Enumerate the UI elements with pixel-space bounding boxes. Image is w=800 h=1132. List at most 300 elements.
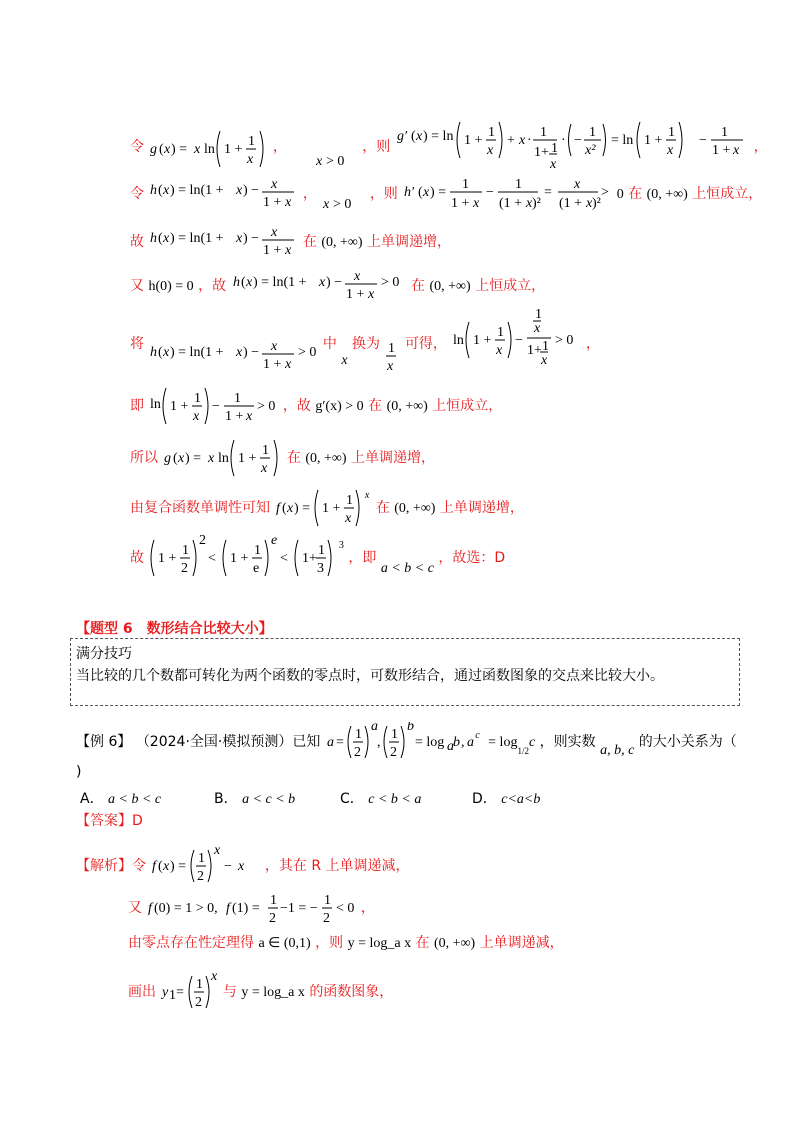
- svg-text:1: 1: [234, 391, 242, 406]
- analysis-line-2: [128, 888, 375, 928]
- svg-text:g′: g′: [396, 129, 407, 144]
- svg-text:1: 1: [346, 493, 354, 508]
- svg-text:=: =: [176, 985, 185, 1000]
- svg-text:h: h: [150, 183, 158, 198]
- math-interval: (0, +∞): [305, 451, 347, 466]
- math-h-positive: [148, 314, 318, 374]
- math-g-deriv-positive: g′(x) > 0: [315, 399, 364, 414]
- svg-text:·: ·: [526, 133, 532, 148]
- sub-half: 1/2: [517, 746, 529, 756]
- svg-text:(: (: [282, 501, 288, 516]
- svg-text:x: x: [323, 197, 330, 212]
- line-lead: 画出: [128, 984, 156, 1000]
- svg-text:1: 1: [324, 893, 332, 908]
- svg-text:1: 1: [497, 325, 505, 340]
- svg-text:x: x: [534, 321, 541, 336]
- line-tail: 上单调递减，: [479, 935, 564, 951]
- exp-c: c: [475, 730, 480, 741]
- math-interval: (0, +∞): [434, 936, 476, 951]
- svg-text:1 +: 1 +: [345, 287, 364, 302]
- svg-text:=: =: [544, 185, 553, 200]
- svg-text:x: x: [211, 972, 218, 984]
- line-sep: ，: [272, 139, 287, 155]
- line-lead: 故: [130, 234, 144, 250]
- line-tail: ，其在 R 上单调递减，: [264, 858, 410, 874]
- svg-text:2: 2: [181, 561, 189, 576]
- svg-text:f: f: [226, 901, 231, 916]
- svg-text:(: (: [158, 183, 164, 198]
- svg-text:x: x: [586, 196, 593, 211]
- solution-line-2: [130, 172, 762, 216]
- option-letter: B．: [214, 791, 238, 807]
- svg-text:x: x: [541, 353, 548, 368]
- math-domain: [321, 174, 365, 214]
- svg-text:h: h: [150, 231, 158, 246]
- svg-text:1 +: 1 +: [451, 196, 470, 211]
- svg-text:x: x: [518, 133, 525, 148]
- line-sep: ，故: [282, 398, 311, 414]
- svg-text:,: ,: [376, 735, 381, 750]
- option-c[interactable]: [340, 788, 421, 808]
- line-tail: 在: [375, 500, 390, 516]
- svg-text:(: (: [173, 451, 179, 466]
- math-interval: (0, +∞): [429, 279, 471, 294]
- svg-text:1+: 1+: [527, 343, 543, 358]
- svg-text:2: 2: [199, 534, 207, 548]
- svg-text:) =: ) =: [430, 185, 447, 200]
- line-mid: 中: [322, 336, 337, 352]
- svg-text:)²: )²: [592, 196, 602, 211]
- svg-text:x²: x²: [584, 143, 596, 158]
- line-tail: ，: [360, 900, 375, 916]
- analysis-label: 【解析】: [76, 858, 132, 874]
- svg-text:x: x: [486, 143, 493, 158]
- svg-text:1: 1: [354, 727, 362, 742]
- svg-text:1: 1: [539, 125, 547, 140]
- line-lead: 又: [130, 278, 144, 294]
- svg-text:−1 = −: −1 = −: [280, 901, 319, 916]
- math-g-derivative-tail: [699, 118, 749, 176]
- line-mid: 与: [222, 984, 237, 1000]
- math-conditions: [325, 722, 475, 762]
- svg-text:< 0: < 0: [336, 901, 355, 916]
- line-tail: ，故选：D: [438, 550, 506, 566]
- solution-line-5: [130, 308, 600, 380]
- line-tail: 上单调递增，: [367, 234, 452, 250]
- math-domain: [314, 123, 358, 171]
- math-log-fn: y = log_a x: [347, 936, 412, 951]
- svg-text:1 +: 1 +: [322, 501, 341, 516]
- svg-text:−: −: [573, 133, 582, 148]
- svg-text:=: =: [335, 735, 344, 750]
- svg-text:1: 1: [169, 988, 177, 1003]
- svg-text:(: (: [158, 345, 164, 360]
- line-tail: ，: [753, 139, 768, 155]
- svg-text:) = ln: ) = ln: [422, 129, 454, 144]
- svg-text:x: x: [194, 142, 201, 157]
- svg-text:x: x: [236, 183, 243, 198]
- line-lead: 令: [132, 858, 146, 874]
- line-tail: 上恒成立，: [692, 186, 763, 202]
- svg-text:<: <: [280, 551, 289, 566]
- svg-text:x: x: [163, 345, 170, 360]
- line-lead: 令: [130, 139, 144, 155]
- svg-text:f: f: [276, 501, 281, 516]
- svg-text:x: x: [415, 129, 422, 144]
- solution-line-6: [130, 384, 502, 428]
- svg-text:,: ,: [460, 735, 465, 750]
- analysis-line-1: [76, 846, 410, 886]
- svg-text:e: e: [253, 561, 260, 576]
- svg-text:1 +: 1 +: [263, 195, 282, 210]
- svg-text:x: x: [666, 143, 673, 158]
- svg-text:x: x: [549, 157, 556, 172]
- svg-text:−: −: [224, 859, 233, 874]
- svg-text:h′: h′: [404, 185, 415, 200]
- exp-3: 3: [338, 540, 344, 551]
- tip-box: [70, 638, 740, 706]
- solution-line-7: [130, 434, 435, 482]
- math-g-derivative: [395, 118, 695, 176]
- svg-text:y: y: [162, 985, 169, 1000]
- svg-text:x: x: [496, 343, 503, 358]
- svg-text:(: (: [240, 275, 246, 290]
- svg-text:(: (: [159, 142, 165, 157]
- math-a-range: a ∈ (0,1): [258, 936, 311, 951]
- math-g-def: [162, 434, 282, 482]
- svg-text:x: x: [246, 409, 253, 424]
- math-substituted: [451, 308, 581, 380]
- line-mid: 换为: [352, 336, 381, 352]
- svg-text:x: x: [271, 339, 278, 354]
- svg-text:> 0: > 0: [325, 154, 345, 169]
- svg-text:) =: ) =: [171, 142, 188, 157]
- svg-text:1 +: 1 +: [170, 399, 189, 414]
- example-source: （2024·全国·模拟预测）已知: [135, 734, 321, 750]
- svg-text:1: 1: [515, 177, 523, 192]
- math-g-def: [148, 123, 268, 171]
- math-vars: a, b, c: [600, 743, 635, 758]
- analysis-line-4: [128, 972, 393, 1012]
- svg-text:a: a: [446, 739, 454, 754]
- svg-text:x: x: [473, 196, 480, 211]
- line-lead: 由复合函数单调性可知: [130, 500, 270, 516]
- svg-text:1 +: 1 +: [158, 551, 177, 566]
- option-a[interactable]: [80, 788, 161, 808]
- line-sep: ，: [302, 186, 317, 202]
- svg-text:> 0: > 0: [555, 333, 574, 348]
- svg-text:b: b: [452, 735, 460, 750]
- option-letter: C．: [340, 791, 364, 807]
- line-tail: 上单调递增，: [351, 450, 436, 466]
- svg-text:·: ·: [560, 133, 566, 148]
- svg-text:(: (: [158, 859, 164, 874]
- svg-text:= ln: = ln: [610, 133, 634, 148]
- line-tail: 在: [302, 234, 317, 250]
- svg-text:) −: ) −: [243, 345, 260, 360]
- svg-text:1 +: 1 +: [263, 243, 282, 258]
- line-tail: 在: [628, 186, 643, 202]
- svg-text:f: f: [148, 901, 153, 916]
- math-f-values: [146, 888, 356, 928]
- svg-text:1: 1: [198, 851, 206, 866]
- svg-text:(: (: [158, 231, 164, 246]
- svg-text:x: x: [353, 269, 360, 284]
- svg-text:2: 2: [389, 745, 397, 760]
- svg-text:g: g: [164, 451, 172, 466]
- line-tail: 上恒成立，: [475, 278, 546, 294]
- svg-text:b: b: [406, 722, 414, 734]
- math-h-positive: [231, 266, 407, 306]
- math-interval: (0, +∞): [386, 399, 428, 414]
- svg-text:1 +: 1 +: [263, 357, 282, 372]
- svg-text:2: 2: [323, 911, 331, 926]
- svg-text:1: 1: [254, 543, 262, 558]
- solution-line-3: [130, 222, 451, 262]
- line-tail: 在: [411, 278, 426, 294]
- answer: [76, 810, 143, 830]
- svg-text:x: x: [236, 231, 243, 246]
- svg-text:e: e: [271, 534, 278, 548]
- option-expr: c<a<b: [501, 792, 541, 807]
- svg-text:x: x: [318, 275, 325, 290]
- svg-text:3: 3: [317, 561, 325, 576]
- svg-text:x: x: [287, 501, 294, 516]
- svg-text:x: x: [387, 359, 394, 374]
- line-lead: 即: [130, 398, 144, 414]
- svg-text:g: g: [150, 142, 158, 157]
- solution-line-4: [130, 266, 545, 306]
- svg-text:= log: = log: [414, 735, 445, 750]
- zero: 0: [616, 187, 624, 202]
- svg-text:x: x: [164, 142, 171, 157]
- svg-text:+: +: [506, 133, 515, 148]
- math-f-def: [274, 484, 362, 532]
- svg-text:1: 1: [194, 391, 202, 406]
- svg-text:2: 2: [269, 911, 277, 926]
- svg-text:1 +: 1 +: [643, 133, 663, 148]
- math-log-fn: y = log_a x: [241, 985, 305, 1000]
- svg-text:x: x: [236, 345, 243, 360]
- exp-x: x: [364, 490, 370, 501]
- svg-text:(1 +: (1 +: [559, 196, 583, 211]
- example-text3: 的大小关系为（: [638, 734, 737, 750]
- math-h-derivative: [402, 172, 612, 216]
- svg-text:−: −: [699, 133, 708, 148]
- svg-text:−: −: [212, 399, 221, 414]
- svg-text:(1) =: (1) =: [232, 901, 261, 916]
- svg-text:x: x: [285, 357, 292, 372]
- svg-text:<: <: [208, 551, 217, 566]
- line-tail: 在: [368, 398, 383, 414]
- svg-text:1 +: 1 +: [712, 143, 731, 158]
- svg-text:x: x: [261, 461, 268, 476]
- svg-text:1 +: 1 +: [230, 551, 249, 566]
- line-mid: 可得，: [404, 336, 447, 352]
- svg-text:> 0: > 0: [298, 345, 317, 360]
- svg-text:(: (: [418, 185, 423, 200]
- svg-text:1: 1: [588, 125, 596, 140]
- svg-text:1: 1: [388, 341, 396, 356]
- svg-text:1+: 1+: [533, 145, 549, 160]
- math-order: a < b < c: [380, 561, 434, 576]
- svg-text:> 0: > 0: [380, 275, 399, 290]
- option-expr: a < c < b: [242, 792, 296, 807]
- line-tail: 的函数图象，: [309, 984, 394, 1000]
- option-expr: c < b < a: [368, 792, 422, 807]
- line-lead: 令: [130, 186, 144, 202]
- svg-text:h: h: [150, 345, 158, 360]
- svg-text:x: x: [163, 183, 170, 198]
- line-tail: 上单调递增，: [439, 500, 524, 516]
- solution-line-8: [130, 484, 524, 532]
- tip-body: 当比较的几个数都可转化为两个函数的零点时，可数形结合，通过函数图象的交点来比较大小。: [76, 668, 664, 684]
- svg-text:−: −: [515, 333, 524, 348]
- math-reciprocal: [384, 314, 400, 374]
- svg-text:> 0: > 0: [257, 399, 276, 414]
- svg-text:x: x: [733, 143, 740, 158]
- svg-text:> 0: > 0: [333, 197, 352, 212]
- svg-text:1: 1: [196, 977, 204, 992]
- answer-label: 【答案】: [76, 813, 132, 829]
- svg-text:(0) = 1 > 0,: (0) = 1 > 0,: [154, 901, 219, 916]
- svg-text:ln: ln: [218, 451, 230, 466]
- svg-text:1 +: 1 +: [224, 142, 243, 157]
- svg-text:1: 1: [542, 339, 550, 354]
- svg-text:ln: ln: [150, 397, 162, 412]
- analysis-line-3: [128, 932, 564, 952]
- eq-log-half: = log: [488, 735, 518, 750]
- svg-text:x: x: [285, 195, 292, 210]
- svg-text:x: x: [247, 152, 254, 167]
- line-tail: ，: [585, 336, 600, 352]
- svg-text:1: 1: [721, 125, 729, 140]
- svg-text:x: x: [208, 451, 215, 466]
- line-tail: 上恒成立，: [432, 398, 503, 414]
- math-h-def: [148, 222, 298, 262]
- svg-text:1: 1: [667, 125, 675, 140]
- svg-text:1: 1: [550, 141, 558, 156]
- svg-text:1: 1: [390, 727, 398, 742]
- math-interval: (0, +∞): [646, 187, 688, 202]
- svg-text:x: x: [238, 859, 245, 874]
- svg-text:x: x: [526, 196, 533, 211]
- math-ineq: [148, 384, 278, 428]
- svg-text:) =: ) =: [294, 501, 311, 516]
- line-lead: 故: [130, 550, 144, 566]
- option-expr: a < b < c: [108, 792, 162, 807]
- math-h-zero: h(0) = 0: [148, 279, 194, 294]
- svg-text:1: 1: [262, 443, 270, 458]
- math-interval: (0, +∞): [394, 501, 436, 516]
- svg-text:1: 1: [535, 308, 543, 322]
- example-question: [76, 722, 737, 762]
- line-sep: ，即: [348, 550, 377, 566]
- svg-text:) =: ) =: [185, 451, 202, 466]
- math-h-def: [148, 174, 298, 214]
- svg-text:x: x: [271, 225, 278, 240]
- svg-text:a: a: [326, 735, 334, 750]
- svg-text:>: >: [601, 185, 610, 200]
- math-y1-def: [160, 972, 218, 1012]
- option-letter: A．: [80, 791, 104, 807]
- svg-text:x: x: [245, 275, 252, 290]
- option-letter: D．: [472, 791, 497, 807]
- svg-text:) = ln(1 +: ) = ln(1 +: [170, 231, 224, 246]
- svg-text:x: x: [423, 185, 430, 200]
- line-lead: 将: [130, 336, 144, 352]
- line-lead: 又: [128, 900, 142, 916]
- math-x: x: [341, 353, 348, 368]
- line-sep: ，故: [198, 278, 227, 294]
- example-text2: ，则实数: [539, 734, 596, 750]
- svg-text:1: 1: [248, 134, 256, 149]
- svg-text:) = ln(1 +: ) = ln(1 +: [170, 183, 224, 198]
- svg-text:)²: )²: [532, 196, 542, 211]
- math-compare: [148, 534, 334, 582]
- svg-text:1 +: 1 +: [463, 133, 483, 148]
- var-c: c: [528, 735, 536, 750]
- line-sep: ，则: [362, 139, 391, 155]
- line-tail: 在: [415, 935, 430, 951]
- section-title: 【题型 6 数形结合比较大小】: [76, 621, 273, 637]
- option-d[interactable]: [472, 788, 540, 808]
- line-tail: 在: [286, 450, 301, 466]
- svg-text:ln: ln: [204, 142, 216, 157]
- svg-text:1 +: 1 +: [225, 409, 244, 424]
- line-lead: 所以: [130, 450, 158, 466]
- svg-text:2: 2: [195, 995, 203, 1010]
- solution-line-1: [130, 118, 768, 176]
- svg-text:a: a: [466, 735, 474, 750]
- math-interval: (0, +∞): [321, 235, 363, 250]
- line-sep: ，则: [315, 935, 344, 951]
- math-f-def: [150, 846, 260, 886]
- svg-text:x: x: [315, 154, 323, 169]
- svg-text:x: x: [345, 511, 352, 526]
- svg-text:x: x: [163, 859, 170, 874]
- svg-text:1: 1: [270, 893, 278, 908]
- line-lead: 由零点存在性定理得: [128, 935, 254, 951]
- svg-text:x: x: [163, 231, 170, 246]
- solution-line-9: [130, 534, 505, 582]
- example-label: 【例 6】: [76, 734, 132, 750]
- svg-text:1 +: 1 +: [238, 451, 257, 466]
- svg-text:1: 1: [462, 177, 470, 192]
- option-b[interactable]: [214, 788, 295, 808]
- svg-text:) −: ) −: [243, 183, 260, 198]
- svg-text:) = ln(1 +: ) = ln(1 +: [170, 345, 224, 360]
- answer-value: D: [132, 813, 143, 829]
- svg-text:(: (: [410, 129, 416, 144]
- svg-text:1 +: 1 +: [473, 333, 492, 348]
- svg-text:x: x: [271, 177, 278, 192]
- svg-text:) −: ) −: [243, 231, 260, 246]
- svg-text:x: x: [367, 287, 374, 302]
- svg-text:) −: ) −: [325, 275, 342, 290]
- svg-text:x: x: [574, 177, 581, 192]
- svg-text:f: f: [152, 859, 157, 874]
- svg-text:) =: ) =: [170, 859, 187, 874]
- svg-text:1: 1: [182, 543, 190, 558]
- svg-text:1+: 1+: [302, 551, 318, 566]
- tip-heading: 满分技巧: [76, 646, 132, 662]
- svg-text:) = ln(1 +: ) = ln(1 +: [252, 275, 307, 290]
- line-sep: ，则: [369, 186, 398, 202]
- svg-text:1: 1: [487, 125, 495, 140]
- svg-text:x: x: [285, 243, 292, 258]
- svg-text:ln: ln: [453, 333, 465, 348]
